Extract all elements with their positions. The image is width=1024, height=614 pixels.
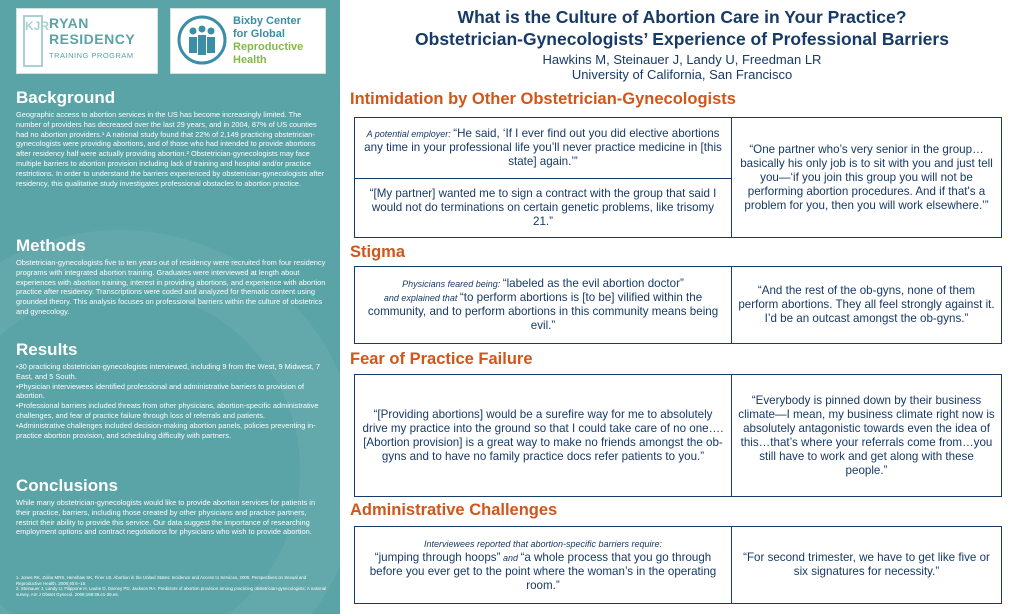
background-heading: Background (16, 88, 116, 107)
results-heading: Results (16, 340, 78, 359)
quote-text: “a whole process that you go through before you ever get to the point where the woman’s in the operating room.” (369, 551, 717, 592)
intimidation-heading: Intimidation by Other Obstetrician-Gynecologists (350, 90, 736, 108)
quote-text: “One partner who’s very senior in the group…basically his only job is to sit with you and just tell you—‘if you join this group you will not be performing abortion procedures. And if that's a problem for you, then you will work elsewhere.’” (740, 142, 993, 212)
quote-lead: and explained that (383, 293, 460, 303)
results-list (16, 362, 328, 440)
fear-quote-2 (732, 375, 1001, 496)
quote-text: “He said, ‘If I ever find out you did elective abortions any time in your professional life you’ll never practice medicine in [this state] again.’” (364, 127, 722, 168)
quote-connector: and (500, 553, 521, 563)
results-item: •Physician interviewees identified professional and administrative barriers to provision of abortion. (16, 381, 305, 401)
reference-item: 1. Jones RK, Zolna MRS, Henshaw SK, Finer LB. Abortion in the United States: Incidence and Access to Services, 2005. Perspectives on Sexual and Reproductive Health. 2008;40:6–16. (16, 575, 307, 586)
quote-text: “labeled as the evil abortion doctor” (502, 277, 684, 290)
fear-box (354, 374, 1002, 497)
background-text: Geographic access to abortion services in the US has become increasingly limited. The number of providers has decreased over the last 29 years, and in 2004, 87% of US counties had no abortion providers.¹ A national study found that 22% of 2,149 practicing obstetrician-gynecologists were providing abortions, and of those who had intended to provide abortions after residency half were actually providing abortion.² Obstetrician-gynecologists may face multiple barriers to abortion provision including lack of training and hospital and/or practice restrictions. In order to understand the barriers experienced by obstetrician-gynecologists after residency, this qualitative study investigates professional obstacles to abortion practice. (16, 110, 325, 188)
stigma-box (354, 266, 1002, 344)
bixby-line1: Bixby Center (233, 15, 301, 27)
quote-lead: Physicians feared being: (402, 279, 503, 289)
sidebar (0, 0, 340, 614)
fear-heading: Fear of Practice Failure (350, 350, 533, 368)
poster-title-line2: Obstetrician-Gynecologists’ Experience of Professional Barriers (415, 29, 949, 49)
affiliation: University of California, San Francisco (571, 67, 793, 82)
authors: Hawkins M, Steinauer J, Landy U, Freedman LR (542, 52, 822, 67)
intimidation-quote-2 (355, 179, 731, 237)
ryan-logo-line3: TRAINING PROGRAM (49, 51, 134, 60)
admin-quote-2 (732, 527, 1001, 603)
quote-text: “For second trimester, we have to get like five or six signatures for necessity.” (743, 551, 990, 578)
kjr-mark: KJR (23, 15, 43, 67)
results-item: •30 practicing obstetrician-gynecologists interviewed, including 9 from the West, 9 Midwest, 7 East, and 5 South. (16, 362, 320, 381)
quote-text: “[Providing abortions] would be a surefire way for me to absolutely drive my practice into the ground so that I could take care of no one….[Abortion provision] is a great way to make no friends amongst the ob-gyns and to have no family practice docs refer patients to you.” (362, 407, 724, 463)
bixby-people-icon (177, 15, 227, 65)
intimidation-quote-3 (732, 118, 1001, 237)
quote-lead: Interviewees reported that abortion-specific barriers require: (423, 539, 663, 549)
quote-text: “[My partner] wanted me to sign a contract with the group that said I would not do terminations on certain genetic problems, like trisomy 21.” (369, 187, 717, 228)
ryan-logo-line2: RESIDENCY (49, 31, 136, 47)
ryan-logo-line1: RYAN (49, 15, 89, 31)
bixby-center-logo (170, 8, 326, 74)
quote-text: “Everybody is pinned down by their business climate—I mean, my business climate right now is absolutely antagonistic towards even the idea of this…that’s where your referrals come from…you still have to work and get along with these people.” (738, 393, 995, 477)
conclusions-text: While many obstetrician-gynecologists would like to provide abortion services for patients in their practice, barriers, including those created by other physicians and practice partners, restrict their ability to provide this service. Our data suggest the importance of researching employment options and contract negotiations for physicians who wish to provide abortion. (16, 498, 316, 537)
stigma-heading: Stigma (350, 243, 406, 261)
results-item: •Professional barriers included threats from other physicians, abortion-specific administrative challenges, and fear of practice failure through loss of referrals and patients. (16, 401, 319, 420)
bixby-text (233, 15, 303, 67)
poster-title-line1: What is the Culture of Abortion Care in Your Practice? (457, 7, 907, 27)
stigma-quote-2 (732, 267, 1001, 343)
admin-quote-1 (355, 527, 731, 603)
quote-text: “to perform abortions is [to be] vilified within the community, and to perform abortions in this community means being evil.” (367, 291, 719, 332)
fear-quote-1 (355, 375, 731, 496)
quote-text: “jumping through hoops” (374, 551, 501, 564)
reference-item: 2. Steinauer J, Landy U, Filippone H, Laube D, Darney PD, Jackson RA. Predictors of abortion provision among practicing obstetrician-gynecologists: A national survey. Am J Obstet Gynecol. 2008;198:39.e1-39.e6. (16, 586, 327, 597)
conclusions-heading: Conclusions (16, 476, 119, 495)
admin-heading: Administrative Challenges (350, 501, 558, 519)
intimidation-quote-1 (355, 118, 731, 178)
quote-lead: A potential employer: (366, 129, 454, 139)
stigma-quote-1 (355, 267, 731, 343)
bixby-line4: Health (233, 54, 267, 66)
methods-heading: Methods (16, 236, 86, 255)
references (16, 575, 328, 597)
quote-text: “And the rest of the ob-gyns, none of them perform abortions. They all feel strongly against it. I’d be an outcast amongst the ob-gyns.” (738, 284, 995, 325)
bixby-line3: Reproductive (233, 41, 304, 53)
admin-box (354, 526, 1002, 604)
methods-text: Obstetrician-gynecologists five to ten years out of residency were recruited from four residency programs with integrated abortion training. Graduates were interviewed at length about experiences with abortion training, interest in providing abortions, and experience with abortion practice after residency. Transcriptions were coded and analyzed for thematic content using grounded theory. This analysis focuses on professional barriers within the culture of obstetrics and gynecology. (16, 258, 326, 316)
ryan-residency-logo (16, 8, 158, 74)
bixby-line2: for Global (233, 28, 285, 40)
results-item: •Administrative challenges included decision-making abortion panels, policies preventing in-practice abortion provision, and scheduling difficulty with partners. (16, 420, 316, 440)
intimidation-box (354, 117, 1002, 238)
